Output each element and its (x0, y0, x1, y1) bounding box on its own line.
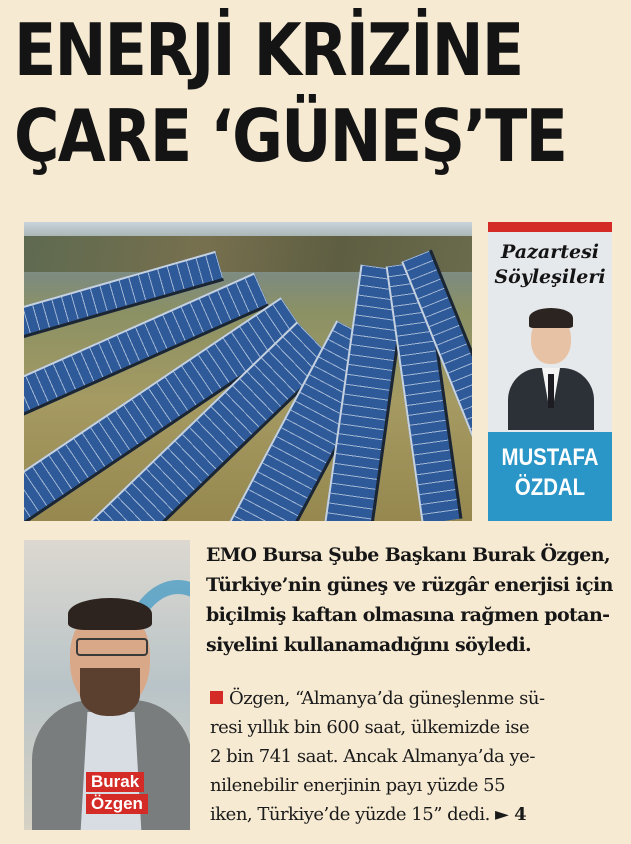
body-line: 2 bin 741 saat. Ancak Almanya’da ye- (210, 746, 535, 767)
headline-line-2: ÇARE ‘GÜNEŞ’TE (14, 94, 567, 178)
red-square-bullet-icon (210, 691, 223, 704)
body-paragraph (210, 684, 610, 829)
body-line: resi yıllık bin 600 saat, ülkemizde ise (210, 717, 530, 738)
interviewee-beard (80, 668, 140, 716)
columnist-box (488, 222, 612, 521)
author-first-name: MUSTAFA (501, 444, 599, 471)
lede-line: EMO Bursa Şube Başkanı Burak Özgen, (206, 544, 611, 566)
columnist-accent-bar (488, 222, 612, 232)
solar-panel-field-photo (24, 222, 472, 521)
photo-caption-line-1: Burak (86, 772, 144, 792)
column-series-title (488, 240, 612, 290)
lede-line: siyelini kullanamadığını söyledi. (206, 634, 532, 656)
body-line (210, 684, 610, 713)
series-title-line-2: Söyleşileri (494, 266, 606, 288)
interviewee-glasses (76, 638, 148, 656)
body-line: nilenebilir enerjinin payı yüzde 55 (210, 775, 506, 796)
series-title-line-1: Pazartesi (501, 241, 599, 263)
body-line-text: iken, Türkiye’de yüzde 15” dedi. (210, 804, 490, 825)
columnist-portrait (508, 306, 594, 426)
lede-line: Türkiye’nin güneş ve rüzgâr enerjisi için (206, 574, 613, 596)
portrait-tie (548, 374, 554, 408)
author-last-name: ÖZDAL (514, 474, 586, 501)
body-line (210, 800, 610, 829)
portrait-hair (529, 308, 573, 328)
interviewee-hair (68, 598, 152, 630)
photo-caption-line-2: Özgen (86, 794, 148, 814)
continuation-marker[interactable]: ► 4 (495, 804, 527, 825)
headline-line-1: ENERJİ KRİZİNE (14, 8, 523, 92)
headline (14, 8, 614, 178)
body-line-text: Özgen, “Almanya’da güneşlenme sü- (229, 688, 545, 709)
lede-line: biçilmiş kaftan olmasına rağmen potan- (206, 604, 610, 626)
lede-paragraph (206, 540, 616, 660)
